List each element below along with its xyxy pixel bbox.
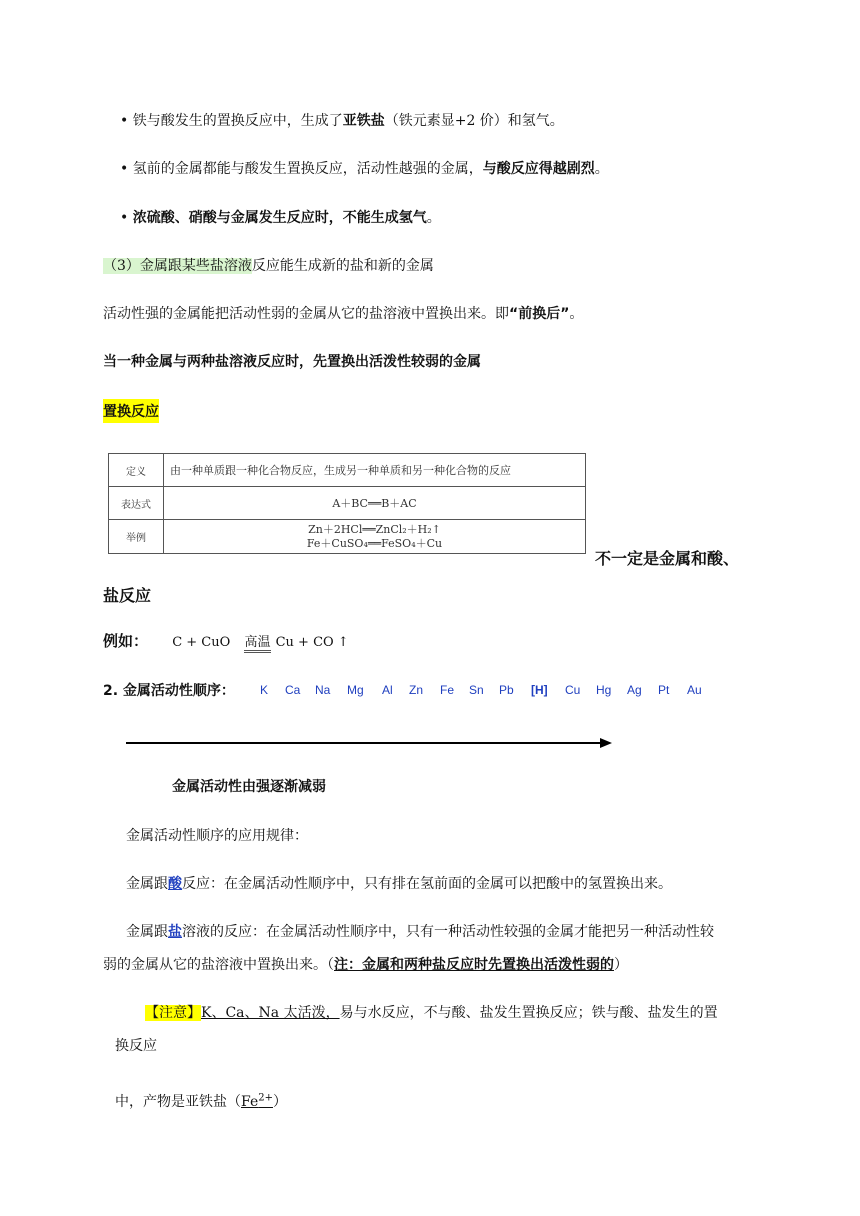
example-line <box>103 630 349 651</box>
metal-symbol: K <box>260 683 269 697</box>
rule-salt-keyword: 盐 <box>168 924 182 940</box>
bullet-text: （铁元素显+2 价）和氢气。 <box>384 113 564 129</box>
rule-salt-note: 注：金属和两种盐反应时先置换出活泼性弱的 <box>334 957 614 973</box>
section-3-highlight: （3）金属跟某些盐溶液 <box>103 258 252 274</box>
section-3-heading <box>103 255 434 275</box>
bullet-text: 铁与酸发生的置换反应中，生成了 <box>132 113 343 129</box>
heading-replacement-reaction: 置换反应 <box>103 399 159 423</box>
example-condition: 高温 <box>244 635 270 653</box>
activity-order-label: 2. 金属活动性顺序： <box>103 683 235 699</box>
bullet-dot: • <box>120 113 129 129</box>
table-key: 举例 <box>109 520 164 554</box>
table-example-2: Fe＋CuSO₄══FeSO₄＋Cu <box>306 536 443 550</box>
not-only-metal-acid-2: 盐反应 <box>103 586 152 605</box>
metal-symbol: Ca <box>285 683 301 697</box>
metal-symbol: Hg <box>596 683 612 697</box>
bullet-bold: 与酸反应得越剧烈 <box>482 161 595 177</box>
section-3-rest: 反应能生成新的盐和新的金属 <box>251 258 434 274</box>
metal-symbol: Mg <box>347 683 364 697</box>
table-value: 由一种单质跟一种化合物反应，生成另一种单质和另一种化合物的反应 <box>164 454 586 487</box>
table-value: A＋BC══B＋AC <box>164 487 586 520</box>
metal-symbol-hydrogen: [H] <box>531 683 548 697</box>
rules-title: 金属活动性顺序的应用规律： <box>126 828 308 844</box>
bullet-dot: • <box>120 161 129 177</box>
bullet-dot: • <box>120 210 129 226</box>
bullet-text: 。 <box>594 161 609 177</box>
paragraph-two-salts: 当一种金属与两种盐溶液反应时，先置换出活泼性较弱的金属 <box>103 354 481 370</box>
metal-symbol: Pb <box>499 683 514 697</box>
note-line-3: 中，产物是亚铁盐$(Fe^{2+})$ <box>115 1092 287 1110</box>
metal-symbol: Ag <box>627 683 642 697</box>
table-key: 定义 <box>109 454 164 487</box>
metal-symbol: Sn <box>469 683 484 697</box>
note-active-metals: K、Ca、Na 太活泼， <box>201 1005 340 1021</box>
arrow-right-icon <box>126 734 612 752</box>
note-ion: $Fe^{2+}$ <box>241 1092 273 1110</box>
metal-symbol: Na <box>315 683 331 697</box>
bullet-1 <box>120 110 564 130</box>
para-bold: “前换后” <box>509 306 570 322</box>
bullet-bold: 亚铁盐 <box>342 113 385 129</box>
rule-salt-line-2: 弱的金属从它的盐溶液中置换出来。（注：金属和两种盐反应时先置换出活泼性弱的） <box>103 957 628 973</box>
table-key: 表达式 <box>109 487 164 520</box>
not-only-metal-acid-1: 不一定是金属和酸、 <box>595 549 740 568</box>
example-lhs: C + CuO <box>172 635 231 650</box>
example-rhs: Cu + CO ↑ <box>275 635 349 650</box>
bullet-text: 氢前的金属都能与酸发生置换反应，活动性越强的金属， <box>132 161 483 177</box>
metal-symbol: Pt <box>658 683 670 697</box>
bullet-3 <box>120 207 441 227</box>
metal-symbol: Zn <box>409 683 424 697</box>
example-label: 例如： <box>103 632 149 650</box>
rule-salt-line-1: 金属跟盐溶液的反应：在金属活动性顺序中，只有一种活动性较强的金属才能把另一种活动性较 <box>126 924 714 940</box>
rule-acid: 金属跟酸反应：在金属活动性顺序中，只有排在氢前面的金属可以把酸中的氢置换出来。 <box>126 876 672 892</box>
table-example-1: Zn＋2HCl══ZnCl₂＋H₂↑ <box>308 522 441 536</box>
metal-symbol: Au <box>687 683 702 697</box>
table-value <box>164 520 586 554</box>
replacement-reaction-table <box>108 453 586 554</box>
note-line-1: 【注意】K、Ca、Na 太活泼，易与水反应，不与酸、盐发生置换反应；铁与酸、盐发生的置 <box>145 1005 718 1021</box>
note-line-2: 换反应 <box>115 1038 157 1054</box>
note-tag: 【注意】 <box>145 1005 201 1021</box>
rule-acid-keyword: 酸 <box>168 876 182 892</box>
metal-symbol: Fe <box>440 683 455 697</box>
para-text: 。 <box>569 306 584 322</box>
table-row <box>109 520 586 554</box>
bullet-2 <box>120 158 609 178</box>
arrow-caption: 金属活动性由强逐渐减弱 <box>172 779 326 795</box>
paragraph-forward-replace <box>103 303 583 323</box>
table-row <box>109 454 586 487</box>
bullet-text: 。 <box>426 210 441 226</box>
table-row <box>109 487 586 520</box>
para-text: 活动性强的金属能把活动性弱的金属从它的盐溶液中置换出来。即 <box>103 306 509 322</box>
bullet-bold: 浓硫酸、硝酸与金属发生反应时，不能生成氢气 <box>132 210 427 226</box>
metal-symbol: Al <box>382 683 393 697</box>
metal-symbol: Cu <box>565 683 581 697</box>
